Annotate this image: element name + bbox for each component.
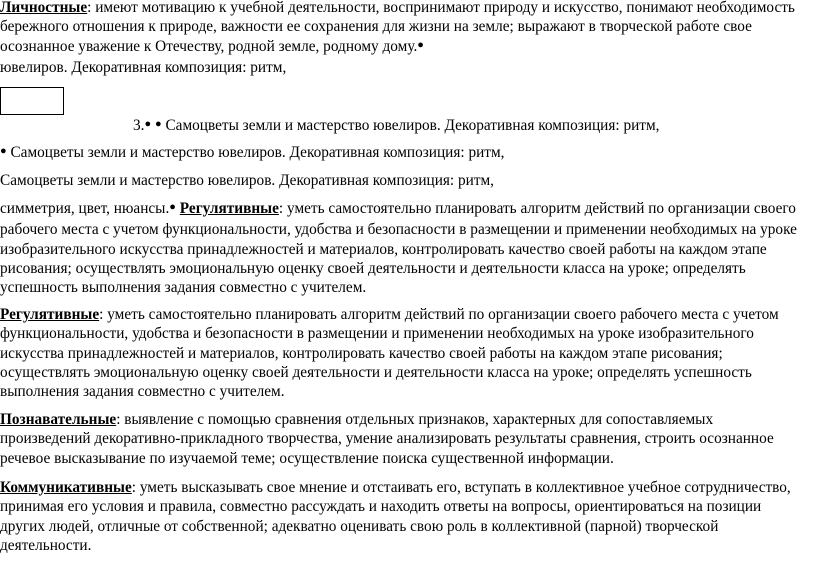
topic-text: Самоцветы земли и мастерство ювелиров. Декоративная композиция: ритм, <box>0 172 495 189</box>
topic-line-4 <box>0 143 800 164</box>
personal-continuation: ювелиров. Декоративная композиция: ритм, <box>0 58 287 76</box>
bullet-icon: ● <box>154 118 162 130</box>
topic-line-5 <box>0 171 800 190</box>
cognitive-text: : выявление с помощью сравнения отдельных признаков, характерных для сопоставляемых произведений декоративно-прикладного творчества, умение анализировать результаты сравнения, строить осознанное речевое высказывание по изучаемой теме; осуществление поиска существенной информации. <box>0 411 774 467</box>
regulatory-outcomes-paragraph-1 <box>0 199 800 297</box>
communicative-text: : уметь высказывать свое мнение и отстаивать его, вступать в коллективное учебное сотрудничество, принимая его условия и правила, совместно рассуждать и находить ответы на вопросы, ориентироваться на позиции других людей, отличные от собственной; адекватно оценивать свою роль в коллективной (парной) творческой деятельности. <box>0 479 791 554</box>
personal-outcomes-paragraph <box>0 0 800 77</box>
regulatory-heading: Регулятивные <box>179 200 279 217</box>
bullet-icon: ● <box>169 201 176 213</box>
empty-text-box <box>0 87 64 115</box>
topic-text: Самоцветы земли и мастерство ювелиров. Декоративная композиция: ритм, <box>165 117 660 134</box>
communicative-outcomes-paragraph <box>0 478 800 555</box>
communicative-heading: Коммуникативные <box>0 479 132 496</box>
regulatory-outcomes-paragraph-2 <box>0 305 800 401</box>
bullet-icon: ● <box>144 118 152 130</box>
bullet-icon: ● <box>0 145 7 157</box>
personal-text: : имеют мотивацию к учебной деятельности, воспринимают природу и искусство, понимают необходимость бережного отношения к природе, важности ее сохранения для жизни на земле; выражают в творческой работе свое осознанное уважение к Отечеству, родной земле, родному дому. <box>0 0 795 55</box>
topic-line-3 <box>133 116 793 137</box>
regulatory-lead: симметрия, цвет, нюансы. <box>0 200 170 217</box>
cognitive-outcomes-paragraph <box>0 410 800 468</box>
topic-number: 3. <box>133 117 145 134</box>
personal-heading: Личностные <box>0 0 88 16</box>
topic-text: Самоцветы земли и мастерство ювелиров. Декоративная композиция: ритм, <box>10 144 505 161</box>
regulatory-text: : уметь самостоятельно планировать алгоритм действий по организации своего рабочего места с учетом функциональности, удобства и безопасности в размещении и применении необходимых на уроке изобразительного искусства принадлежностей и материалов, контролировать качество своей работы на каждом этапе рисования; осуществлять эмоциональную оценку своей деятельности и деятельности класса на уроке; определять успешность выполнения задания совместно с учителем. <box>0 200 797 297</box>
bullet-icon: ● <box>417 38 424 51</box>
regulatory-heading: Регулятивные <box>0 306 100 323</box>
cognitive-heading: Познавательные <box>0 411 117 428</box>
regulatory-text: : уметь самостоятельно планировать алгоритм действий по организации своего рабочего места с учетом функциональности, удобства и безопасности в размещении и применении необходимых на уроке изобразительного искусства принадлежностей и материалов, контролировать качество своей работы на каждом этапе рисования; осуществлять эмоциональную оценку своей деятельности и деятельности класса на уроке; определять успешность выполнения задания совместно с учителем. <box>0 306 779 401</box>
